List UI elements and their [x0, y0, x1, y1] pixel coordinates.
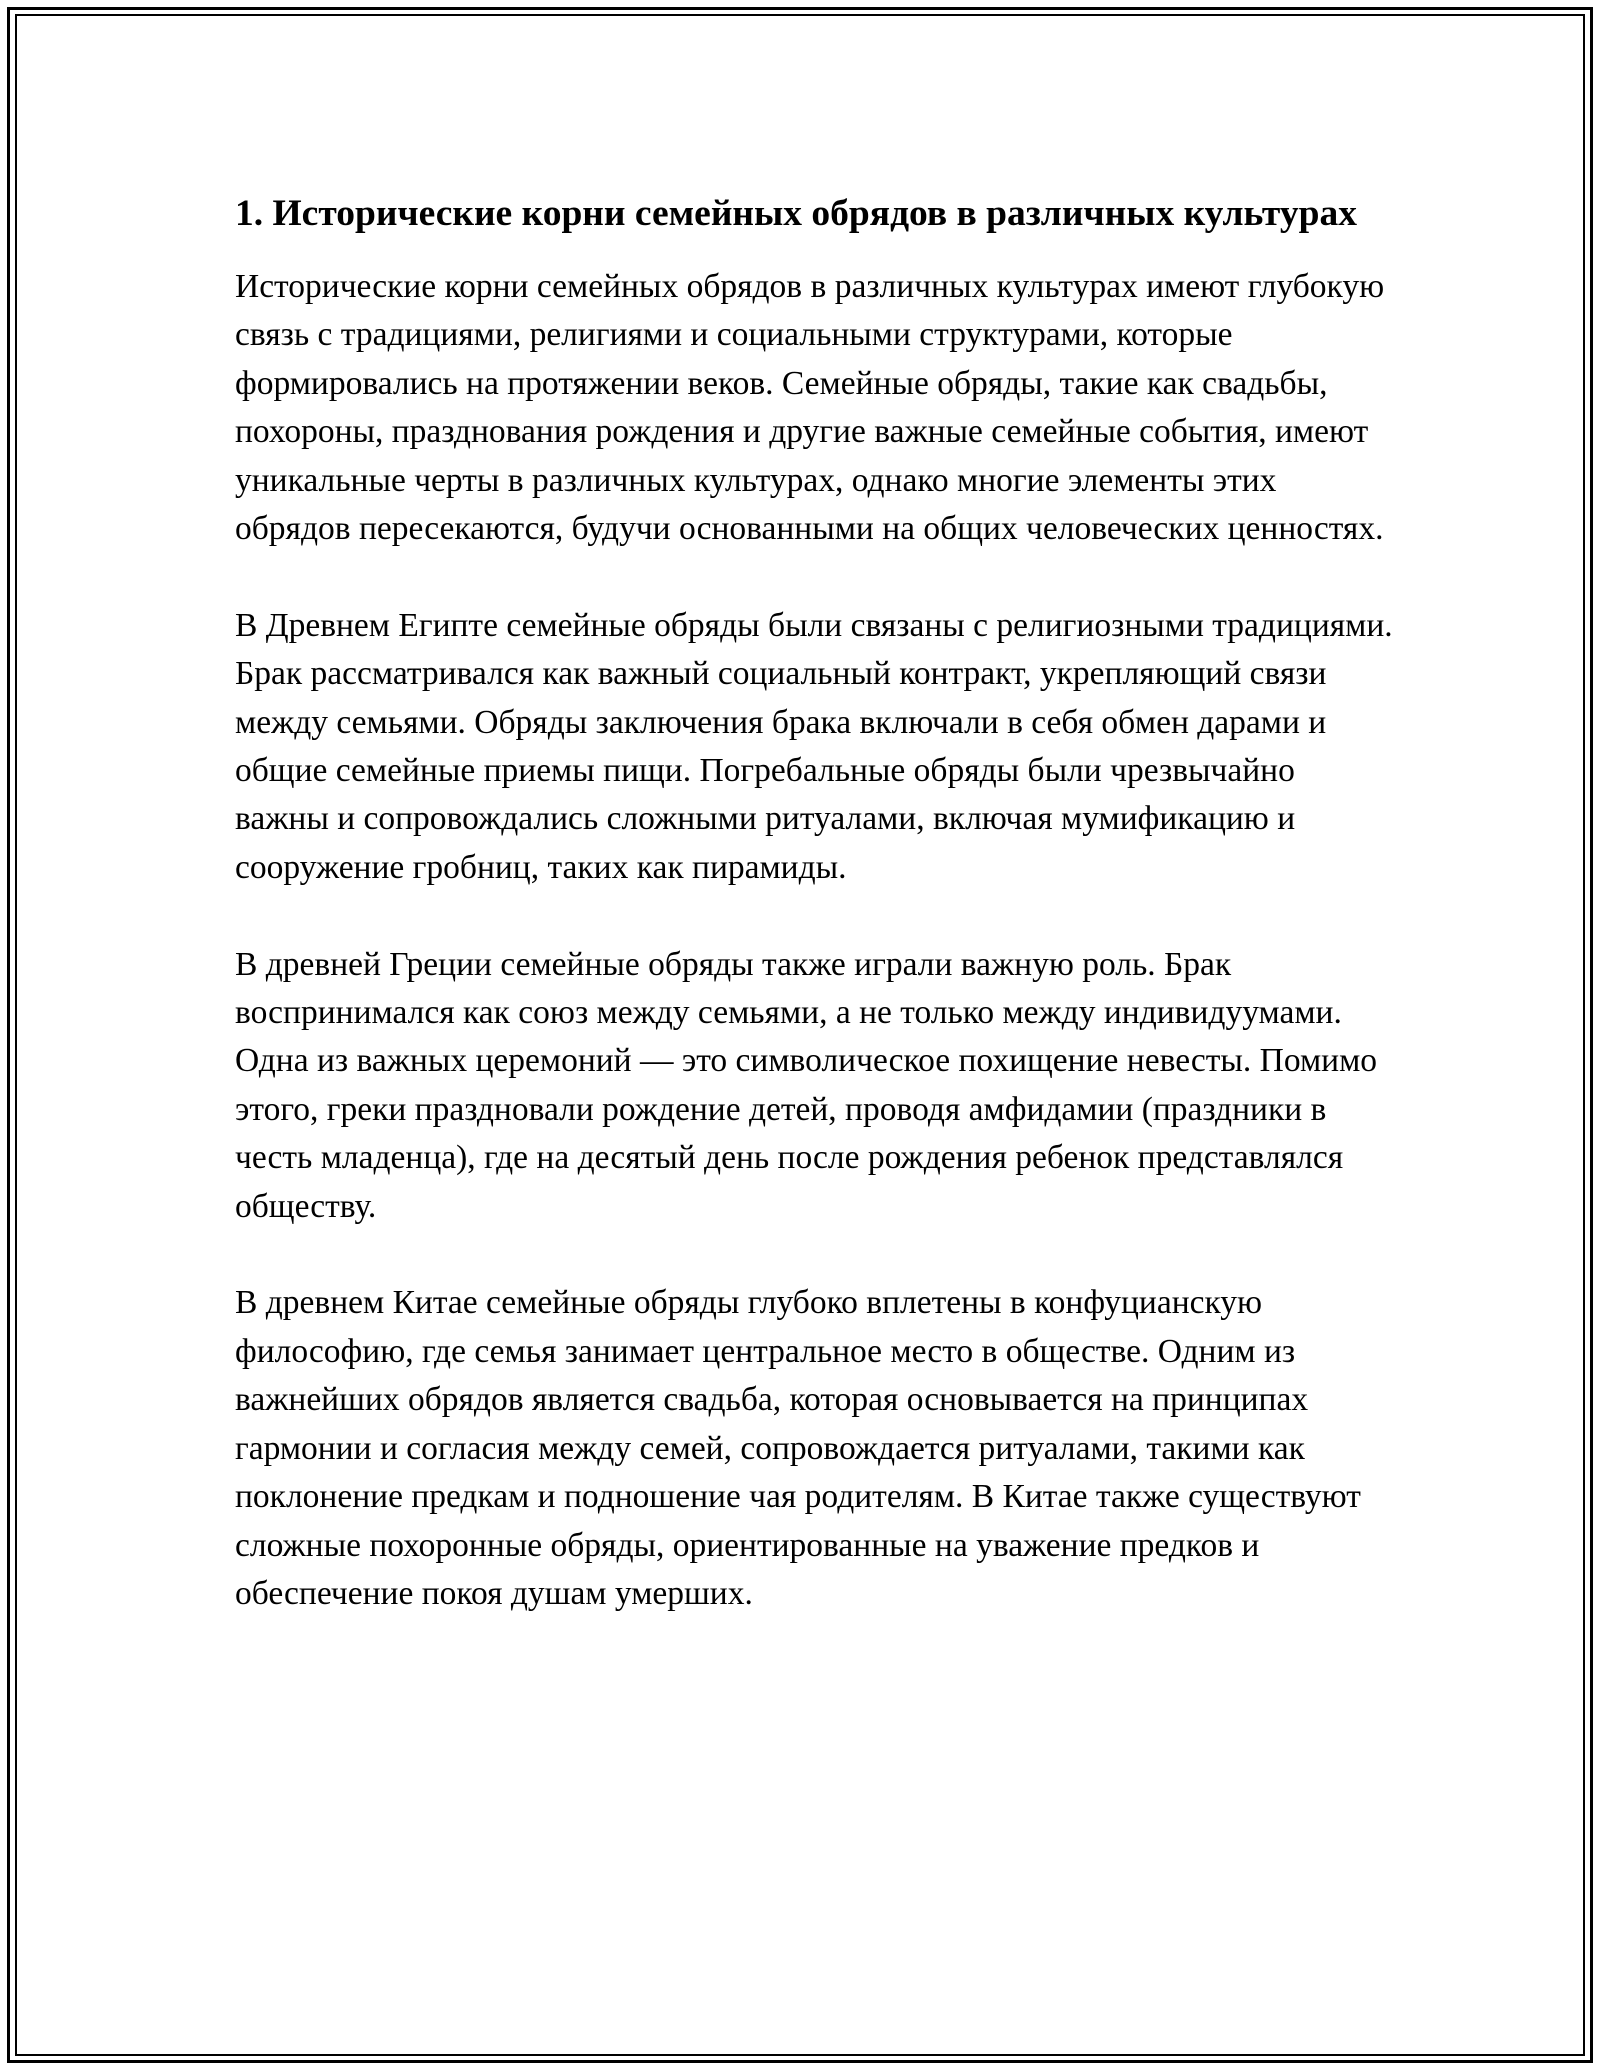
- paragraph-greece: В древней Греции семейные обряды также играли важную роль. Брак воспринимался как союз между семьями, а не только между индивидуумами. Одна из важных церемоний — это символическое похищение невесты. Помимо этого, греки праздновали рождение детей, проводя амфидамии (праздники в честь младенца), где на десятый день после рождения ребенок представлялся обществу.: [235, 945, 1378, 1225]
- paragraph-china: В древнем Китае семейные обряды глубоко вплетены в конфуцианскую философию, где семья занимает центральное место в обществе. Одним из важнейших обрядов является свадьба, которая основывается на принципах гармонии и согласия между семей, сопровождается ритуалами, такими как поклонение предкам и подношение чая родителям. В Китае также существуют сложные похоронные обряды, ориентированные на уважение предков и обеспечение покоя душам умерших.: [235, 1284, 1361, 1612]
- paragraph-egypt: В Древнем Египте семейные обряды были связаны с религиозными традициями. Брак рассматривался как важный социальный контракт, укрепляющий связи между семьями. Обряды заключения брака включали в себя обмен дарами и общие семейные приемы пищи. Погребальные обряды были чрезвычайно важны и сопровождались сложными ритуалами, включая мумификацию и сооружение гробниц, таких как пирамиды.: [235, 606, 1393, 886]
- document-body: [235, 186, 1395, 1667]
- section-heading: 1. Исторические корни семейных обрядов в различных культурах: [235, 193, 1357, 234]
- paragraph-intro: Исторические корни семейных обрядов в различных культурах имеют глубокую связь с традициями, религиями и социальными структурами, которые формировались на протяжении веков. Семейные обряды, такие как свадьбы, похороны, празднования рождения и другие важные семейные события, имеют уникальные черты в различных культурах, однако многие элементы этих обрядов пересекаются, будучи основанными на общих человеческих ценностях.: [235, 268, 1385, 548]
